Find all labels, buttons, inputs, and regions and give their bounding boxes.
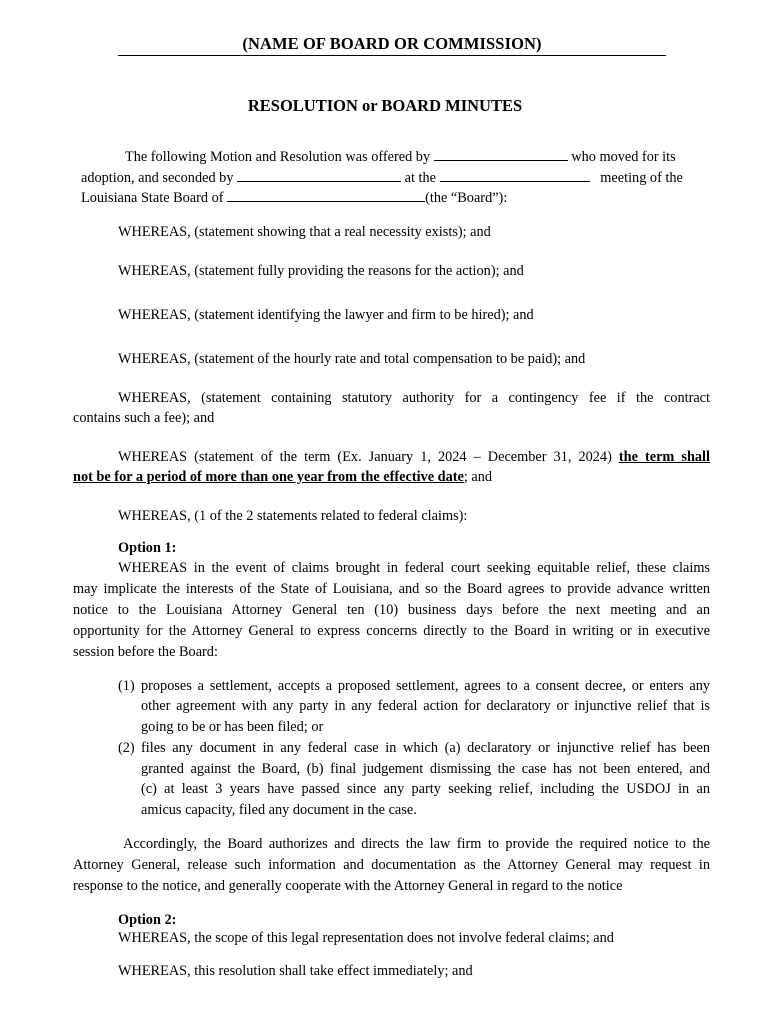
- term-emphasis: not be for a period of more than one year from the effective date: [73, 469, 464, 485]
- whereas-term-line-1: [118, 449, 710, 466]
- whereas-reasons: WHEREAS, (statement fully providing the reasons for the action); and: [118, 263, 524, 279]
- option-2-whereas-effective: WHEREAS, this resolution shall take effect immediately; and: [118, 963, 473, 979]
- intro-line-2: [81, 169, 683, 187]
- accordingly-line-2: Attorney General, release such information and documentation as the Attorney General may request in: [73, 857, 710, 873]
- meeting-blank: [440, 169, 590, 182]
- intro-line-1: [125, 148, 676, 166]
- option-1-para-line-2: may implicate the interests of the State of Louisiana, and so the Board agrees to provide advance written: [73, 581, 710, 597]
- whereas-necessity: WHEREAS, (statement showing that a real necessity exists); and: [118, 224, 491, 240]
- option-1-heading: Option 1:: [118, 540, 177, 556]
- whereas-compensation: WHEREAS, (statement of the hourly rate and total compensation to be paid); and: [118, 351, 586, 367]
- intro-text: who moved for its: [571, 149, 676, 165]
- intro-text: Louisiana State Board of: [81, 190, 224, 206]
- whereas-contingency-line-1: WHEREAS, (statement containing statutory authority for a contingency fee if the contract: [118, 390, 710, 406]
- option-2-whereas-scope: WHEREAS, the scope of this legal representation does not involve federal claims; and: [118, 930, 614, 946]
- list-item-2-line-2: granted against the Board, (b) final judgement dismissing the case has not been entered, and: [141, 761, 710, 777]
- intro-text: meeting of the: [600, 170, 683, 186]
- term-text: WHEREAS (statement of the term (Ex. January 1, 2024 – December 31, 2024): [118, 449, 612, 465]
- list-item-2-line-3: (c) at least 3 years have passed since any party seeking relief, including the USDOJ in an: [141, 781, 710, 797]
- option-2-heading: Option 2:: [118, 912, 177, 928]
- intro-line-3: [81, 189, 507, 207]
- intro-text: The following Motion and Resolution was offered by: [125, 149, 431, 165]
- list-item-2-line-4: amicus capacity, filed any document in the case.: [141, 802, 417, 818]
- list-item-2-number: (2): [118, 740, 135, 756]
- option-1-para-line-5: session before the Board:: [73, 644, 218, 660]
- intro-text: adoption, and seconded by: [81, 170, 234, 186]
- list-item-1-line-2: other agreement with any party in any federal action for declaratory or injunctive relief that is: [141, 698, 710, 714]
- accordingly-line-1: Accordingly, the Board authorizes and directs the law firm to provide the required notice to the: [123, 836, 710, 852]
- document-title: RESOLUTION or BOARD MINUTES: [247, 96, 523, 115]
- seconded-by-blank: [237, 169, 401, 182]
- term-text: ; and: [463, 469, 493, 485]
- intro-text: at the: [404, 170, 436, 186]
- option-1-para-line-4: opportunity for the Attorney General to express concerns directly to the Board in writing or in executive: [73, 623, 710, 639]
- term-emphasis: the term shall: [618, 449, 710, 465]
- list-item-1-number: (1): [118, 678, 135, 694]
- option-1-para-line-1: WHEREAS in the event of claims brought in federal court seeking equitable relief, these claims: [118, 560, 710, 576]
- board-of-blank: [227, 189, 425, 202]
- list-item-1-line-1: proposes a settlement, accepts a proposed settlement, agrees to a consent decree, or enters any: [141, 678, 710, 694]
- whereas-lawyer: WHEREAS, (statement identifying the lawyer and firm to be hired); and: [118, 307, 534, 323]
- offered-by-blank: [434, 148, 568, 161]
- option-1-para-line-3: notice to the Louisiana Attorney General ten (10) business days before the next meeting and an: [73, 602, 710, 618]
- list-item-1-line-3: going to be or has been filed; or: [141, 719, 324, 735]
- whereas-term-line-2: [73, 469, 492, 486]
- whereas-federal-claims: WHEREAS, (1 of the 2 statements related to federal claims):: [118, 508, 468, 524]
- intro-text: (the “Board”):: [425, 190, 508, 206]
- board-name-heading: (NAME OF BOARD OR COMMISSION): [118, 34, 666, 56]
- whereas-contingency-line-2: contains such a fee); and: [73, 410, 215, 426]
- list-item-2-line-1: files any document in any federal case in which (a) declaratory or injunctive relief has been: [141, 740, 710, 756]
- accordingly-line-3: response to the notice, and generally cooperate with the Attorney General in regard to the notice: [73, 878, 623, 894]
